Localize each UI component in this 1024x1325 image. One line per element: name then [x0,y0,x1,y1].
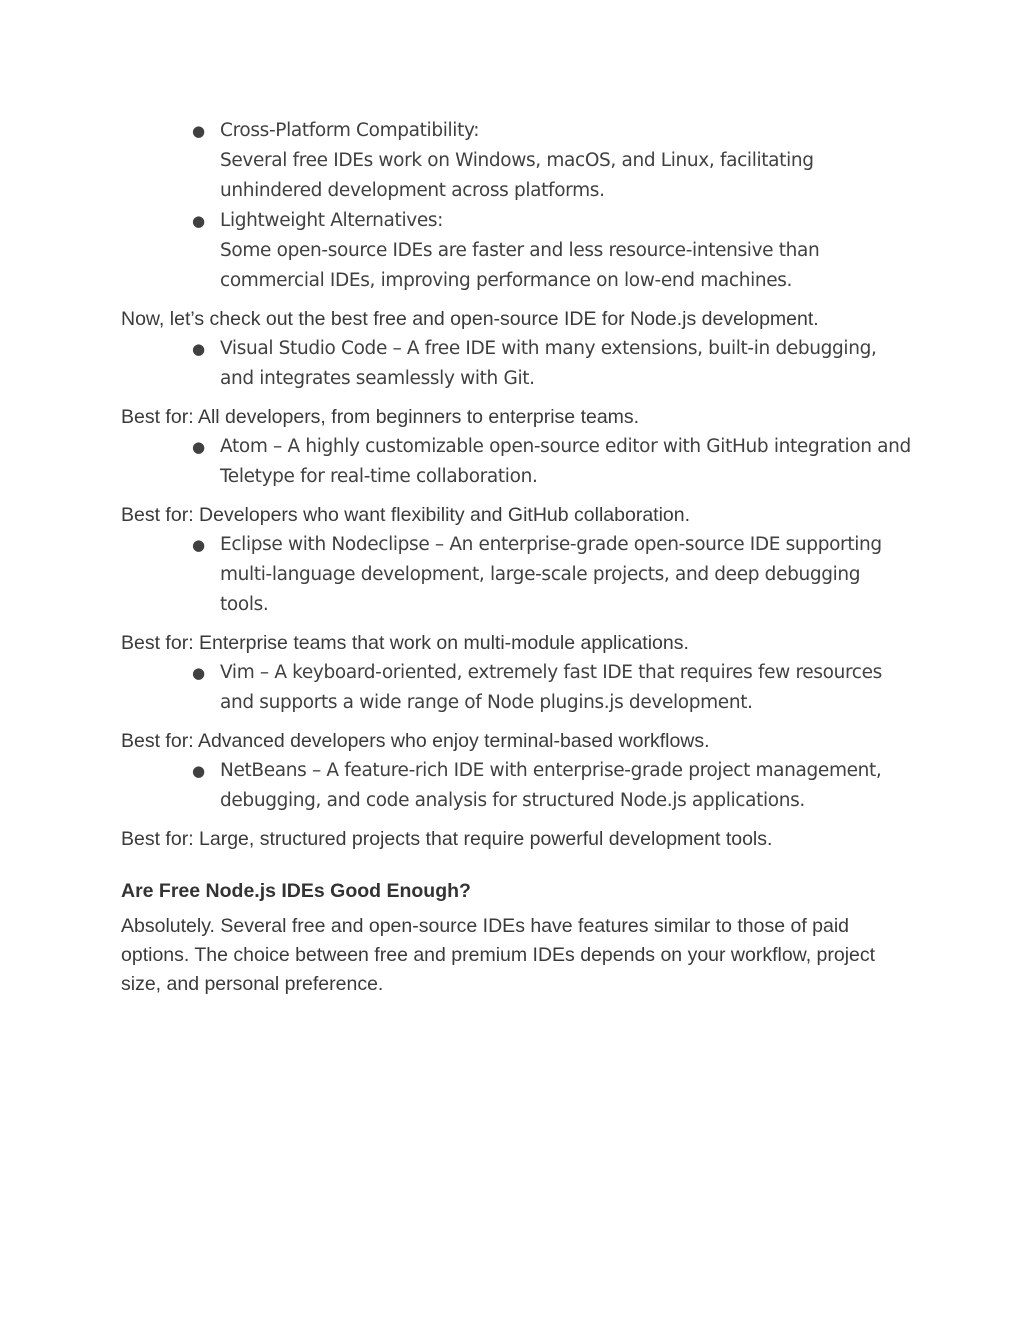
ide-item-eclipse [121,530,911,620]
intro-paragraph: Now, let’s check out the best free and open-source IDE for Node.js development. [121,308,819,330]
best-for-atom: Best for: Developers who want flexibility and GitHub collaboration. [121,504,691,526]
benefit-item-lightweight [121,206,911,296]
benefit-text: Several free IDEs work on Windows, macOS, and Linux, facilitating unhindered development across platforms. [220,150,814,201]
best-for-netbeans: Best for: Large, structured projects that require powerful development tools. [121,828,773,850]
ide-list-netbeans [121,756,911,816]
benefits-list [121,116,911,296]
bullet-dot-icon: ● [192,664,205,682]
ide-description: Visual Studio Code – A free IDE with many extensions, built-in debugging, and integrates seamlessly with Git. [220,338,877,389]
bullet-dot-icon: ● [192,438,205,456]
ide-description: NetBeans – A feature-rich IDE with enterprise-grade project management, debugging, and code analysis for structured Node.js applications. [220,760,882,811]
bullet-dot-icon: ● [192,762,205,780]
ide-item-atom [121,432,911,492]
ide-description: Vim – A keyboard-oriented, extremely fast IDE that requires few resources and supports a wide range of Node plugins.js development. [220,662,882,713]
ide-list-vim [121,658,911,718]
section-heading: Are Free Node.js IDEs Good Enough? [121,880,471,902]
benefit-text: Some open-source IDEs are faster and less resource-intensive than commercial IDEs, improving performance on low-end machines. [220,240,820,291]
bullet-dot-icon: ● [192,122,205,140]
benefit-item-cross-platform [121,116,911,206]
benefit-title: Lightweight Alternatives: [220,210,444,231]
best-for-vim: Best for: Advanced developers who enjoy terminal-based workflows. [121,730,710,752]
bullet-dot-icon: ● [192,536,205,554]
best-for-vscode: Best for: All developers, from beginners to enterprise teams. [121,406,640,428]
ide-description: Eclipse with Nodeclipse – An enterprise-grade open-source IDE supporting multi-language development, large-scale projects, and deep debugging tools. [220,534,882,615]
ide-list-vscode [121,334,911,394]
ide-item-vim [121,658,911,718]
bullet-dot-icon: ● [192,212,205,230]
section-body: Absolutely. Several free and open-source IDEs have features similar to those of paid options. The choice between free and premium IDEs depends on your workflow, project size, and personal preference. [121,915,876,995]
ide-list-eclipse [121,530,911,620]
document-content [121,116,911,999]
bullet-dot-icon: ● [192,340,205,358]
ide-item-netbeans [121,756,911,816]
ide-list-atom [121,432,911,492]
benefit-title: Cross-Platform Compatibility: [220,120,480,141]
best-for-eclipse: Best for: Enterprise teams that work on multi-module applications. [121,632,689,654]
ide-item-vscode [121,334,911,394]
ide-description: Atom – A highly customizable open-source editor with GitHub integration and Teletype for real-time collaboration. [220,436,911,487]
